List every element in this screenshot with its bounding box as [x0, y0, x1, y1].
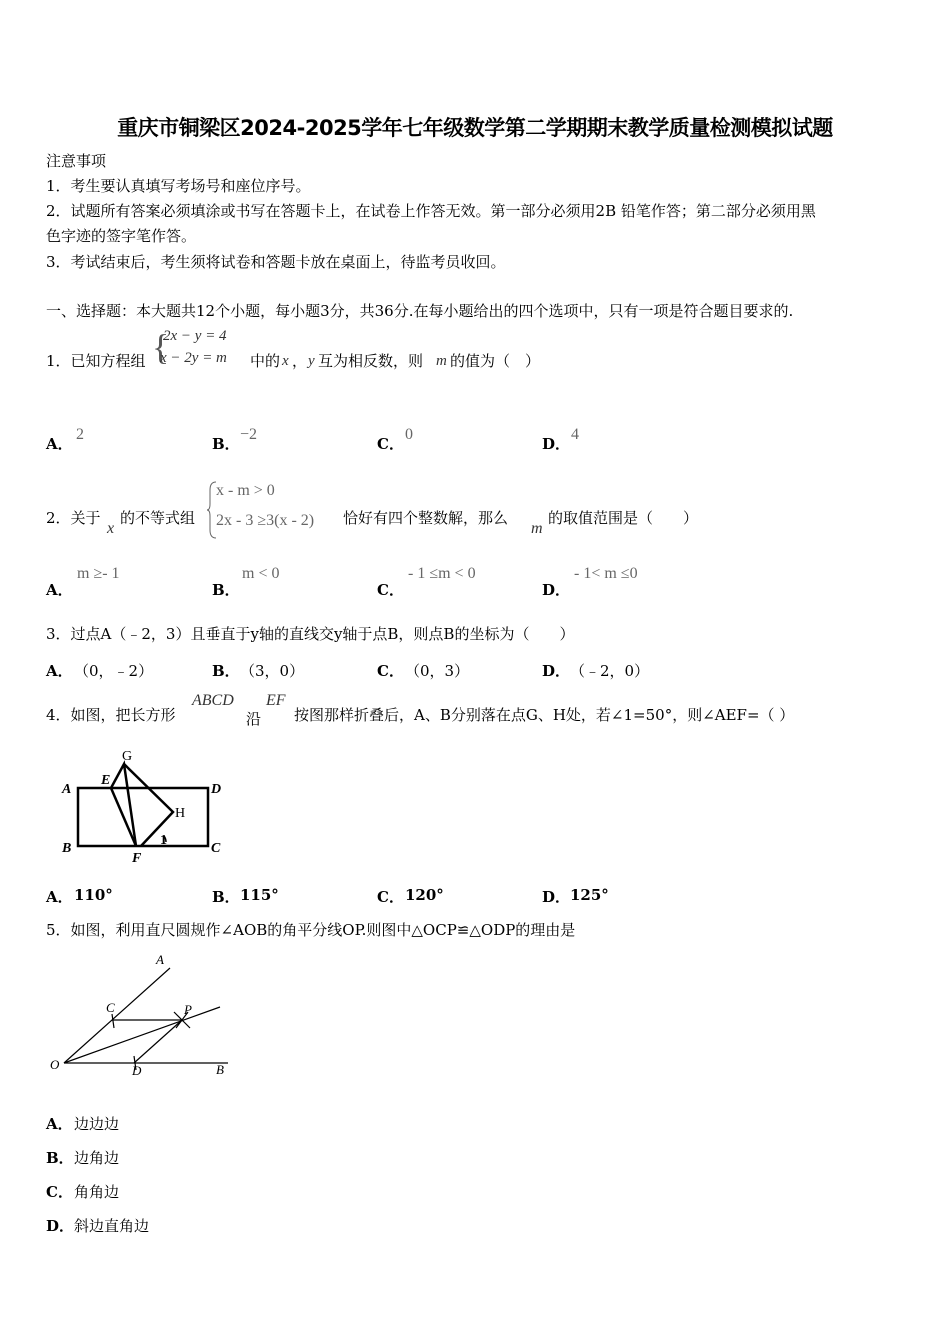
- q1-option-a-label: A．: [46, 435, 73, 453]
- q1-option-c-label: C．: [377, 435, 404, 453]
- q3-text: 3．过点A（﹣2，3）且垂直于y轴的直线交y轴于点B，则点B的坐标为（ ）: [46, 625, 575, 643]
- q2-option-c-label: C．: [377, 581, 404, 599]
- q2-option-d-label: D．: [542, 581, 571, 599]
- q4-option-b-value: 115°: [240, 886, 279, 904]
- section-heading: 一、选择题：本大题共12个小题，每小题3分，共36分.在每小题给出的四个选项中，只有一项是符合题目要求的.: [46, 302, 794, 320]
- q1-var-y: y: [308, 353, 315, 369]
- q1-prefix: 1．已知方程组: [46, 352, 146, 370]
- q4-label-b: B: [62, 841, 72, 856]
- arc-mark-c: [112, 1014, 114, 1028]
- q5-label-b: B: [216, 1062, 224, 1077]
- ray-op: [64, 1007, 220, 1063]
- q4-option-d-label: D．: [542, 888, 571, 906]
- notice-item: 3．考试结束后，考生须将试卷和答题卡放在桌面上，待监考员收回。: [46, 253, 506, 271]
- q2-option-b-label: B．: [212, 581, 240, 599]
- q4-label-h: H: [175, 806, 186, 821]
- notice-heading: 注意事项: [46, 152, 107, 170]
- q5-label-c: C: [106, 1000, 115, 1015]
- q5-option-a-value: 边边边: [74, 1115, 120, 1133]
- q5-option-d-value: 斜边直角边: [74, 1217, 150, 1235]
- q4-label-g: G: [122, 749, 133, 764]
- q1-option-b-value: −2: [240, 426, 258, 443]
- q5-label-d: D: [132, 1063, 142, 1078]
- q1-option-a-value: 2: [76, 426, 84, 443]
- q4-label-e: E: [101, 773, 111, 788]
- q5-figure: [42, 948, 242, 1080]
- q4-rect: ABCD: [192, 692, 234, 709]
- segment-dp: [134, 1020, 182, 1063]
- q2-option-d-value: - 1< m ≤0: [574, 565, 638, 582]
- q3-option-d-label: D．: [542, 662, 571, 680]
- q5-text: 5．如图，利用直尺圆规作∠AOB的角平分线OP.则图中△OCP≌△ODP的理由是: [46, 921, 576, 939]
- q3-option-c-value: （0，3）: [405, 662, 470, 680]
- q1-option-d-label: D．: [542, 435, 571, 453]
- q3-option-a-label: A．: [46, 662, 73, 680]
- q4-label-c: C: [211, 841, 221, 856]
- q2-option-b-value: m < 0: [242, 565, 280, 582]
- q4-option-c-value: 120°: [405, 886, 444, 904]
- notice-item: 2．试题所有答案必须填涂或书写在答题卡上，在试卷上作答无效。第一部分必须用2B 铅笔作答；第二部分必须用黑: [46, 202, 816, 220]
- q2-middle: 的不等式组: [120, 509, 196, 527]
- notice-item: 色字迹的签字笔作答。: [46, 227, 197, 245]
- q1-option-c-value: 0: [405, 426, 413, 443]
- q5-label-o: O: [50, 1057, 60, 1072]
- q5-option-a-label: A．: [46, 1115, 73, 1133]
- q4-option-a-label: A．: [46, 888, 73, 906]
- q1-option-d-value: 4: [571, 426, 579, 443]
- notice-item: 1．考生要认真填写考场号和座位序号。: [46, 177, 311, 195]
- q2-ineq1: x - m > 0: [216, 482, 275, 499]
- q3-option-b-label: B．: [212, 662, 240, 680]
- q2-ineq2: 2x - 3 ≥3(x - 2): [216, 512, 315, 529]
- q4-label-d: D: [211, 782, 222, 797]
- q4-option-a-value: 110°: [74, 886, 113, 904]
- q1-comma: ，: [292, 352, 308, 370]
- q4-option-d-value: 125°: [570, 886, 609, 904]
- q3-option-a-value: （0，﹣2）: [74, 662, 154, 680]
- q4-prefix: 4．如图，把长方形: [46, 706, 176, 724]
- ray-oa: [64, 968, 170, 1063]
- q1-eq1: 2x − y = 4: [163, 328, 227, 344]
- q5-option-c-value: 角角边: [74, 1183, 120, 1201]
- q5-option-d-label: D．: [46, 1217, 75, 1235]
- q2-var-m: m: [531, 520, 543, 537]
- q1-var-m: m: [436, 353, 447, 369]
- q4-figure: [56, 742, 236, 868]
- fold-line-efg: [111, 764, 136, 846]
- q4-label-a: A: [62, 782, 72, 797]
- q5-option-b-label: B．: [46, 1149, 74, 1167]
- q1-suffix2: 的值为（ ）: [450, 352, 541, 370]
- q1-middle: 中的: [250, 352, 281, 370]
- q4-line: EF: [266, 692, 286, 709]
- q5-label-p: P: [184, 1002, 192, 1017]
- q1-eq2: x − 2y = m: [160, 350, 227, 366]
- q1-suffix1: 互为相反数，则: [318, 352, 424, 370]
- q1-option-b-label: B．: [212, 435, 240, 453]
- q1-var-x: x: [282, 353, 289, 369]
- q5-option-c-label: C．: [46, 1183, 73, 1201]
- q2-suffix2: 的取值范围是（ ）: [548, 509, 699, 527]
- q4-along: 沿: [246, 710, 262, 728]
- q5-label-a: A: [156, 952, 164, 967]
- q1-brace: {: [152, 327, 170, 367]
- q2-var-x: x: [107, 520, 115, 537]
- q4-option-c-label: C．: [377, 888, 404, 906]
- q4-label-angle: 1: [160, 833, 167, 848]
- q3-option-c-label: C．: [377, 662, 404, 680]
- q2-option-a-value: m ≥- 1: [77, 565, 120, 582]
- q4-suffix: 按图那样折叠后，A、B分别落在点G、H处，若∠1=50°，则∠AEF=（ ）: [294, 706, 795, 724]
- page-title: 重庆市铜梁区2024-2025学年七年级数学第二学期期末教学质量检测模拟试题: [117, 116, 833, 140]
- q4-label-f: F: [132, 851, 142, 866]
- q2-option-a-label: A．: [46, 581, 73, 599]
- q4-option-b-label: B．: [212, 888, 240, 906]
- q2-suffix1: 恰好有四个整数解，那么: [343, 509, 509, 527]
- q5-option-b-value: 边角边: [74, 1149, 120, 1167]
- rectangle-abcd: [78, 788, 208, 846]
- q2-option-c-value: - 1 ≤m < 0: [408, 565, 476, 582]
- q3-option-b-value: （3，0）: [240, 662, 305, 680]
- q2-prefix: 2．关于: [46, 509, 101, 527]
- q3-option-d-value: （﹣2，0）: [570, 662, 650, 680]
